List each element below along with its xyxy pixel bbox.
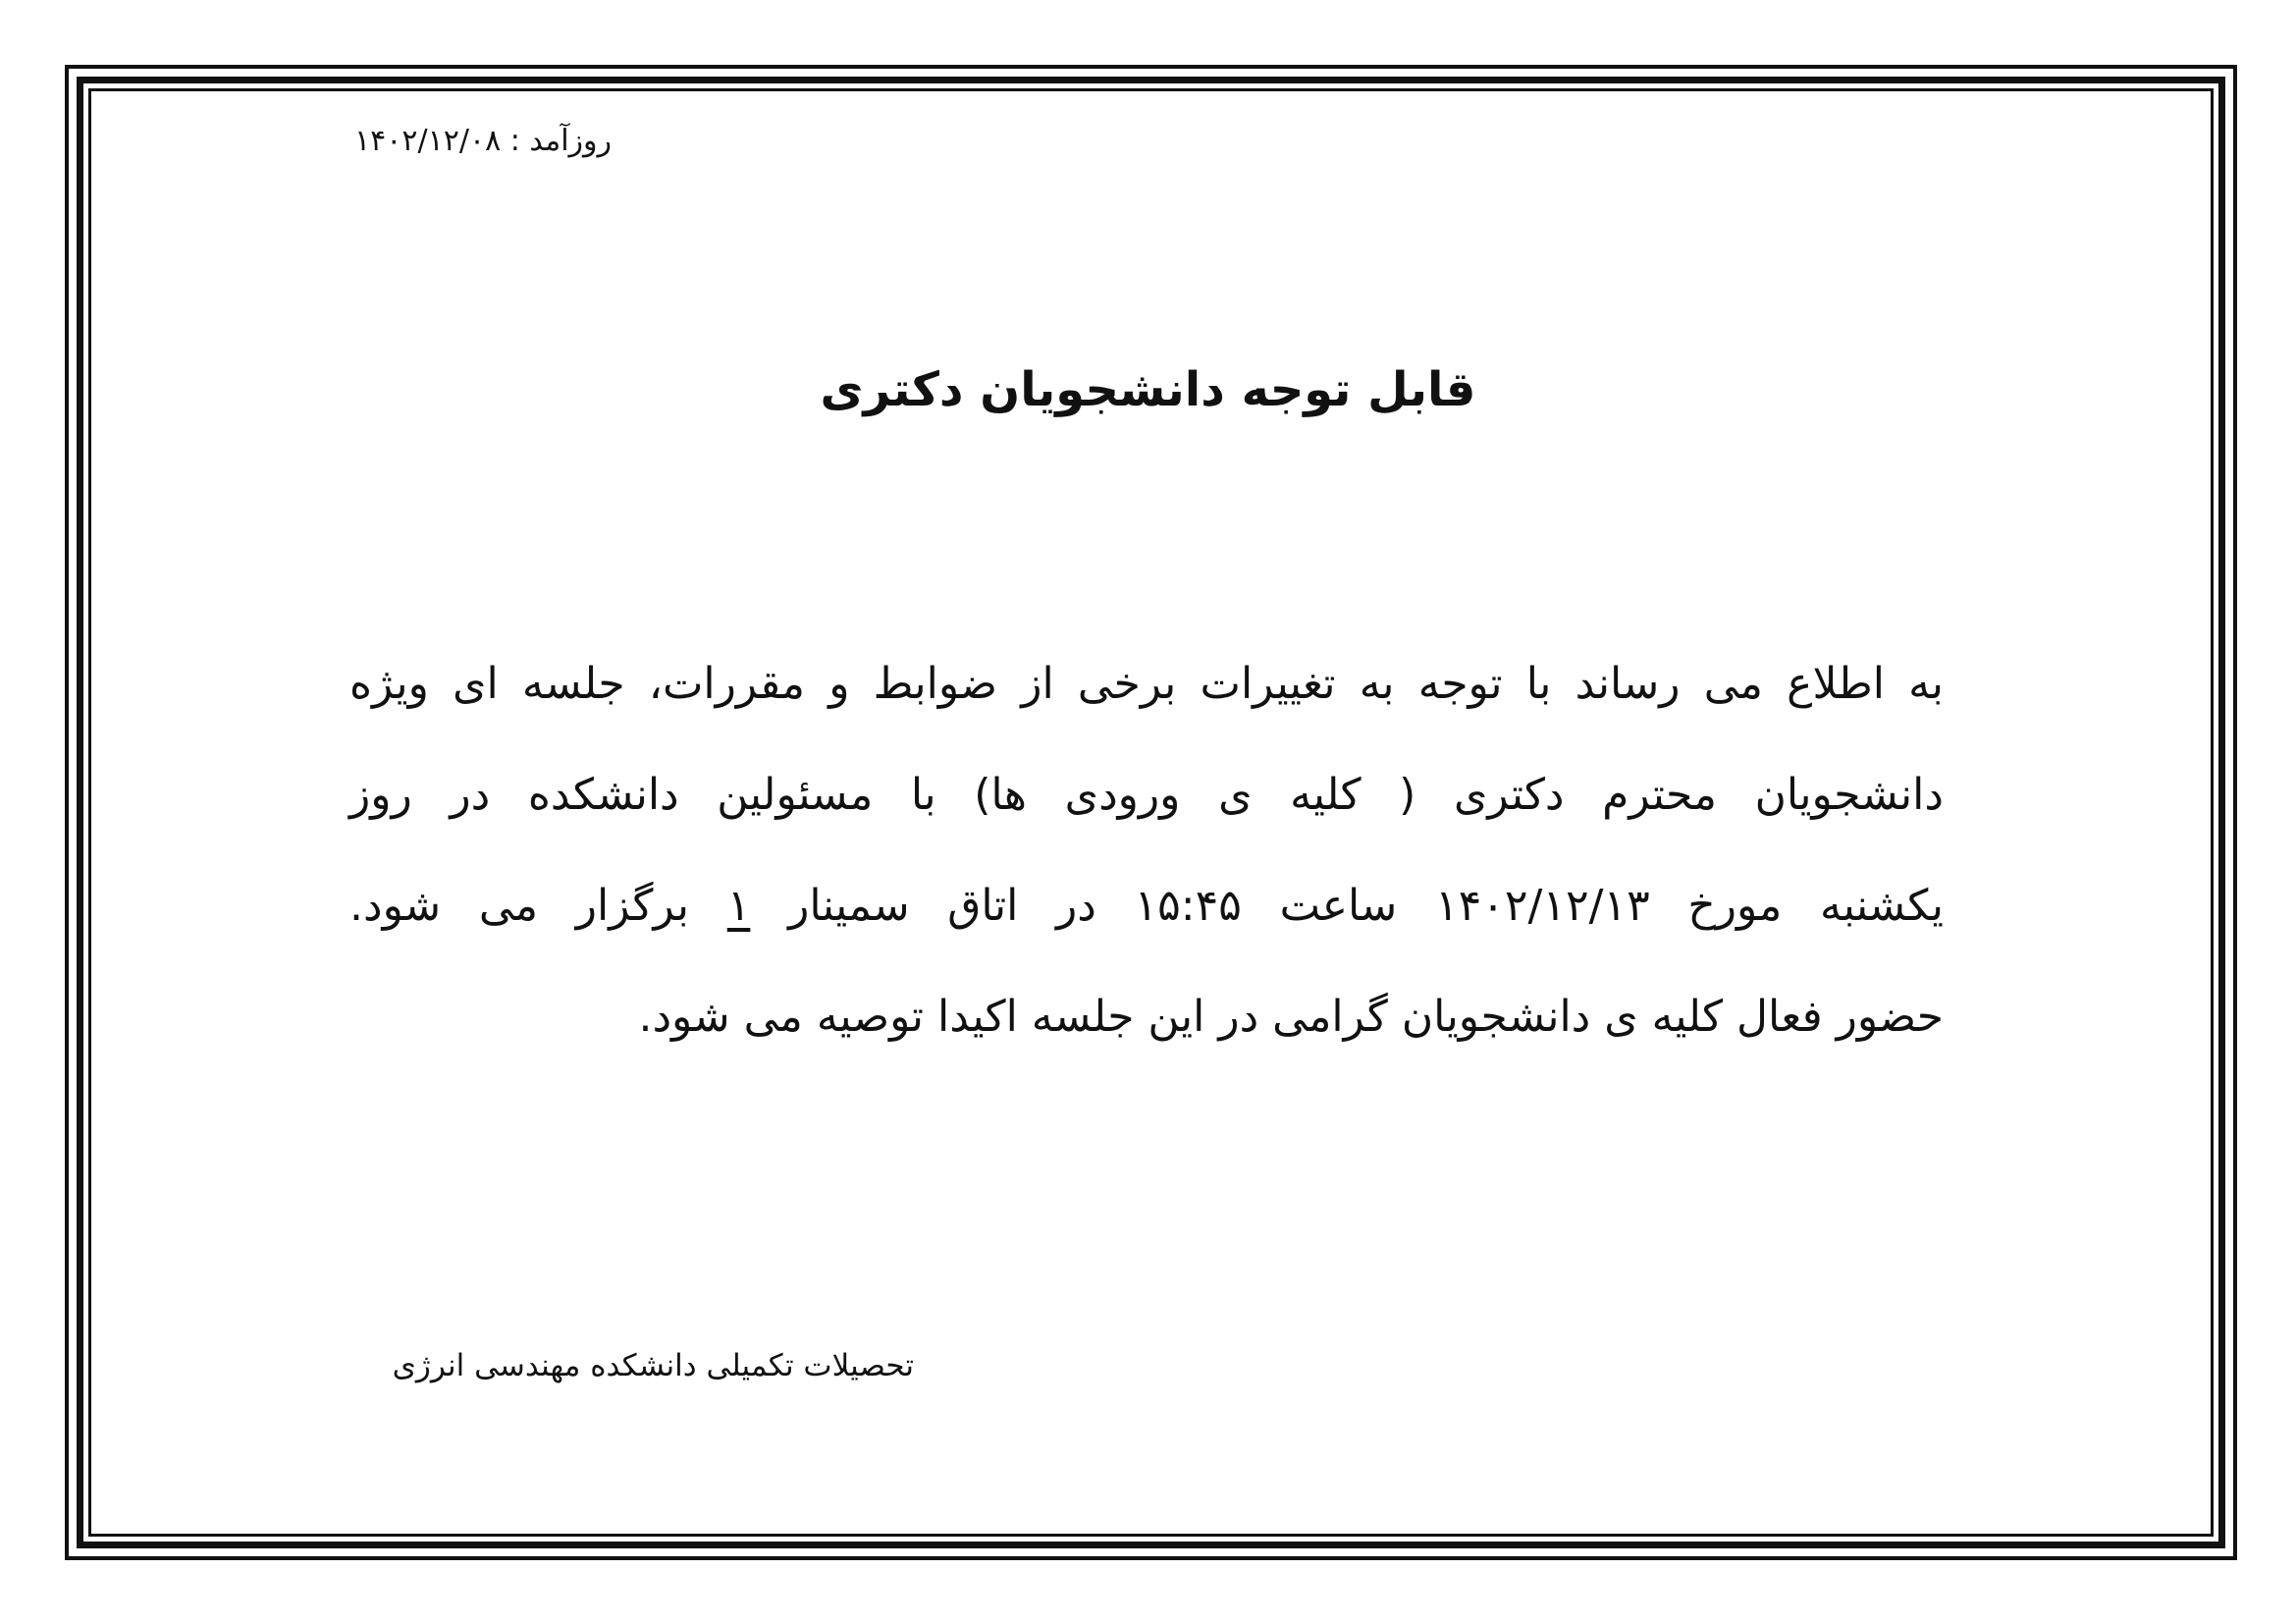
notice-body-line-4: حضور فعال کلیه ی دانشجویان گرامی در این جلسه اکیدا توصیه می شود. [638,992,1944,1042]
notice-body-line-3 [349,850,1944,961]
update-date-line [354,120,612,163]
notice-body-line-1: به اطلاع می رساند با توجه به تغییرات برخی از ضوابط و مقررات، جلسه ای ویژه [349,659,1944,709]
meeting-held-text: برگزار می شود. [349,881,690,931]
notice-body [349,628,1944,1072]
update-date-label: روزآمد : [509,124,612,158]
notice-body-line-2: دانشجویان محترم دکتری ( کلیه ی ورودی ها) با مسئولین دانشکده در روز [349,770,1944,820]
update-date-value: ۱۴۰۲/۱۲/۰۸ [354,124,502,158]
seminar-room-number: ۱ [726,881,751,931]
signature: تحصیلات تکمیلی دانشکده مهندسی انرژی [392,1348,914,1383]
meeting-date-time: یکشنبه مورخ ۱۴۰۲/۱۲/۱۳ ساعت ۱۵:۴۵ در اتاق سمینار [788,881,1944,931]
notice-title: قابل توجه دانشجویان دکتری [820,362,1476,417]
